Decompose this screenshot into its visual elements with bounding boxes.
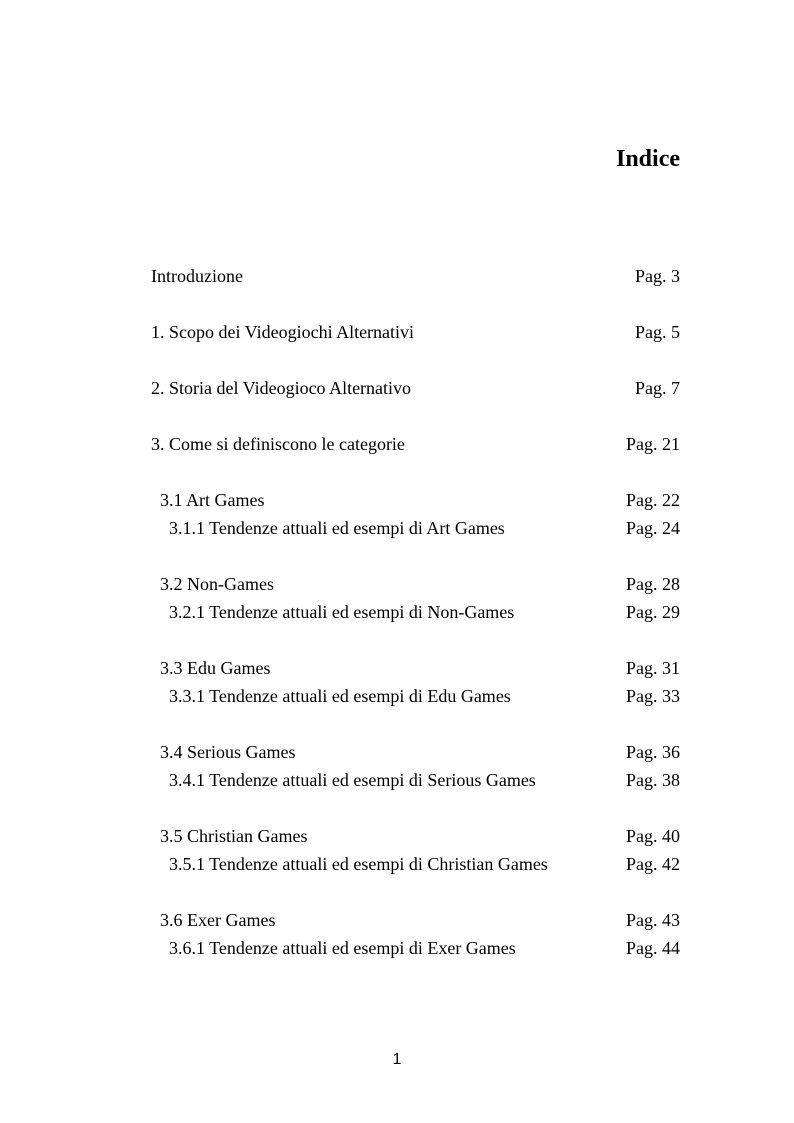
toc-entry-subsection-3-2-1 bbox=[0, 599, 794, 625]
toc-entry-label: 3.6 Exer Games bbox=[160, 910, 276, 930]
toc-entry-page: Pag. 5 bbox=[635, 322, 680, 342]
toc-entry-subsection-3-5-1 bbox=[0, 851, 794, 877]
toc-entry-page: Pag. 36 bbox=[626, 742, 680, 762]
toc-entry-label: 3.3 Edu Games bbox=[160, 658, 271, 678]
toc-entry-label: 3.2.1 Tendenze attuali ed esempi di Non-Games bbox=[169, 602, 515, 622]
toc-entry-chapter-3 bbox=[0, 431, 794, 457]
toc-entry-label: Introduzione bbox=[151, 266, 243, 286]
toc-entry-label: 1. Scopo dei Videogiochi Alternativi bbox=[151, 322, 415, 342]
toc-entry-chapter-2 bbox=[0, 375, 794, 401]
toc-entry-section-3-5 bbox=[0, 823, 794, 849]
toc-entry-page: Pag. 40 bbox=[626, 826, 680, 846]
toc-entry-label: 3.4.1 Tendenze attuali ed esempi di Serious Games bbox=[169, 770, 536, 790]
toc-entry-page: Pag. 24 bbox=[626, 518, 680, 538]
toc-entry-label: 3.4 Serious Games bbox=[160, 742, 296, 762]
toc-entry-subsection-3-1-1 bbox=[0, 515, 794, 541]
toc-entry-page: Pag. 22 bbox=[626, 490, 680, 510]
toc-entry-section-3-6 bbox=[0, 907, 794, 933]
toc-entry-label: 3.5 Christian Games bbox=[160, 826, 308, 846]
toc-entry-label: 3.1 Art Games bbox=[160, 490, 265, 510]
toc-entry-page: Pag. 7 bbox=[635, 378, 680, 398]
toc-entry-subsection-3-4-1 bbox=[0, 767, 794, 793]
toc-entry-label: 2. Storia del Videogioco Alternativo bbox=[151, 378, 412, 398]
toc-entry-page: Pag. 31 bbox=[626, 658, 680, 678]
toc-entry-label: 3.3.1 Tendenze attuali ed esempi di Edu Games bbox=[169, 686, 511, 706]
toc-entry-label: 3.1.1 Tendenze attuali ed esempi di Art Games bbox=[169, 518, 505, 538]
toc-entry-section-3-4 bbox=[0, 739, 794, 765]
toc-entry-chapter-1 bbox=[0, 319, 794, 345]
toc-entry-page: Pag. 3 bbox=[635, 266, 680, 286]
toc-entry-page: Pag. 29 bbox=[626, 602, 680, 622]
toc-entry-page: Pag. 43 bbox=[626, 910, 680, 930]
toc-entry-subsection-3-6-1 bbox=[0, 935, 794, 961]
toc-entry-section-3-1 bbox=[0, 487, 794, 513]
page-title: Indice bbox=[615, 146, 680, 172]
toc-entry-label: 3.6.1 Tendenze attuali ed esempi di Exer Games bbox=[169, 938, 516, 958]
page-number: 1 bbox=[392, 1051, 402, 1068]
toc-entry-page: Pag. 28 bbox=[626, 574, 680, 594]
toc-entry-label: 3.2 Non-Games bbox=[160, 574, 274, 594]
toc-entry-page: Pag. 44 bbox=[626, 938, 680, 958]
toc-entry-introduzione bbox=[0, 263, 794, 289]
toc-entry-label: 3. Come si definiscono le categorie bbox=[151, 434, 405, 454]
toc-entry-page: Pag. 42 bbox=[626, 854, 680, 874]
toc-entry-page: Pag. 38 bbox=[626, 770, 680, 790]
toc-entry-subsection-3-3-1 bbox=[0, 683, 794, 709]
toc-entry-page: Pag. 21 bbox=[626, 434, 680, 454]
toc-entry-section-3-3 bbox=[0, 655, 794, 681]
toc-entry-section-3-2 bbox=[0, 571, 794, 597]
toc-entry-label: 3.5.1 Tendenze attuali ed esempi di Christian Games bbox=[169, 854, 548, 874]
toc-entry-page: Pag. 33 bbox=[626, 686, 680, 706]
